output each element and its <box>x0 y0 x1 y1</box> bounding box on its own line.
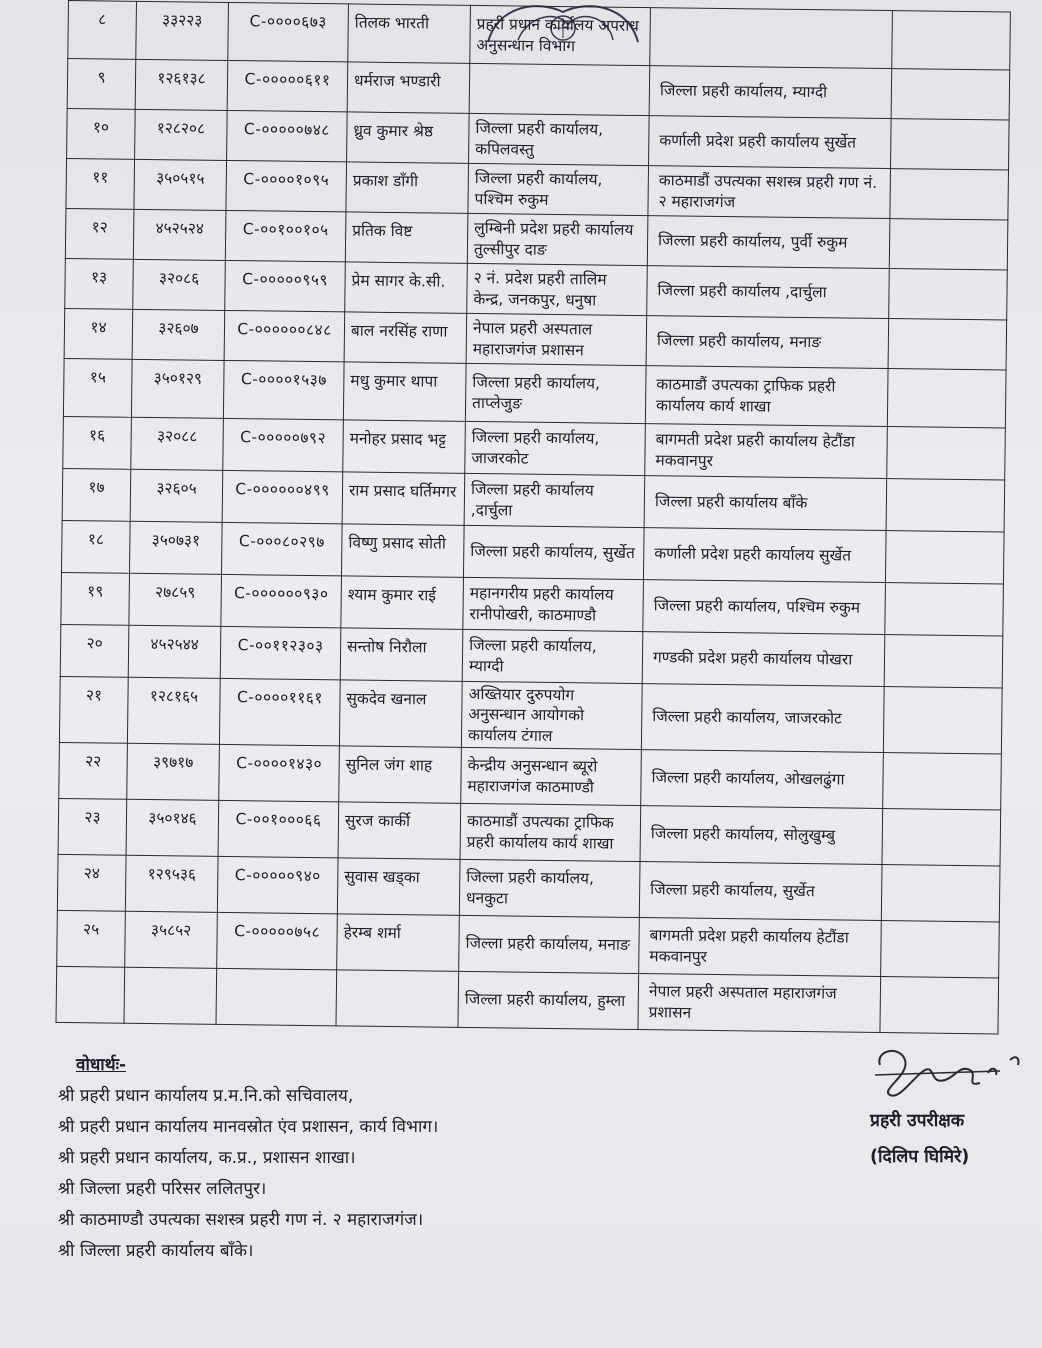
current-office-cell: जिल्ला प्रहरी कार्यालय, धनकुटा <box>459 859 640 917</box>
serial-number-cell: १७ <box>62 468 131 521</box>
police-number-cell: ३२०८६ <box>133 259 226 310</box>
serial-number-cell: १९ <box>61 572 130 625</box>
code-number-cell: C-०००००७५८ <box>217 912 338 969</box>
current-office-cell: केन्द्रीय अनुसन्धान ब्यूरो महाराजगंज काठमाण्डौ <box>461 747 642 805</box>
code-number-cell: C-००१००१०५ <box>225 210 346 261</box>
transfer-table <box>56 0 1011 1034</box>
serial-number-cell: २० <box>60 624 129 677</box>
police-number-cell: ३२६०५ <box>130 469 223 522</box>
code-number-cell: C-००००११६१ <box>219 678 340 745</box>
code-number-cell: C-००१०००६६ <box>218 800 339 857</box>
code-number-cell: C-०००००७९२ <box>223 418 344 471</box>
employee-name-cell <box>336 970 459 1027</box>
new-office-cell: जिल्ला प्रहरी कार्यालय, पुर्वी रुकुम <box>647 216 890 269</box>
serial-number-cell: २२ <box>59 742 128 799</box>
code-number-cell: C-०००००९४० <box>217 856 338 913</box>
code-number-cell <box>216 968 337 1025</box>
cc-item: श्री प्रहरी प्रधान कार्यालय, क.प्र., प्रशासन शाखा। <box>58 1148 356 1168</box>
cc-item: श्री जिल्ला प्रहरी परिसर ललितपुर। <box>58 1179 267 1199</box>
current-office-cell: जिल्ला प्रहरी कार्यालय, ताप्लेजुङ <box>465 363 646 423</box>
employee-name-cell: बाल नरसिंह राणा <box>344 312 467 363</box>
new-office-cell: कर्णाली प्रदेश प्रहरी कार्यालय सुर्खेत <box>649 116 892 169</box>
serial-number-cell: २५ <box>57 910 126 967</box>
serial-number-cell: १४ <box>64 308 133 359</box>
police-number-cell: ३२०८८ <box>131 417 224 470</box>
police-number-cell: १२८१६५ <box>127 677 220 744</box>
police-number-cell: ३५०७३१ <box>130 521 223 574</box>
code-number-cell: C-०००००९५९ <box>225 260 346 311</box>
current-office-cell: जिल्ला प्रहरी कार्यालय, सुर्खेत <box>463 525 644 579</box>
employee-name-cell: विष्णु प्रसाद सोती <box>341 524 464 577</box>
new-office-cell: जिल्ला प्रहरी कार्यालय, म्याग्दी <box>649 66 892 119</box>
police-number-cell: ३२६०७ <box>132 309 225 360</box>
current-office-cell: जिल्ला प्रहरी कार्यालय, म्याग्दी <box>462 629 643 683</box>
remarks-cell <box>886 479 1005 532</box>
police-number-cell: १२९५३६ <box>125 855 218 912</box>
remarks-cell <box>885 531 1004 584</box>
cc-item: श्री जिल्ला प्रहरी कार्यालय बाँके। <box>58 1241 254 1261</box>
code-number-cell: C-००००१५३७ <box>223 360 344 419</box>
employee-name-cell: प्रकाश डाँगी <box>346 162 469 213</box>
new-office-cell: जिल्ला प्रहरी कार्यालय, पश्चिम रुकुम <box>643 580 886 635</box>
serial-number-cell: ११ <box>66 158 135 209</box>
remarks-cell <box>891 119 1010 170</box>
code-number-cell: C-००००००८४८ <box>224 310 345 361</box>
serial-number-cell: १० <box>67 108 136 159</box>
employee-name-cell: सुनिल जंग शाह <box>339 746 462 803</box>
current-office-cell: महानगरीय प्रहरी कार्यालय रानीपोखरी, काठमाण्डौ <box>463 577 644 631</box>
signatory-designation: प्रहरी उपरीक्षक <box>870 1111 965 1131</box>
table-row <box>56 966 999 1034</box>
police-number-cell: ४५२५४४ <box>128 625 221 678</box>
new-office-cell: जिल्ला प्रहरी कार्यालय, सुर्खेत <box>639 862 882 921</box>
serial-number-cell: १२ <box>65 208 134 259</box>
new-office-cell <box>650 8 893 69</box>
code-number-cell: C-००००६७३ <box>228 2 349 61</box>
current-office-cell: प्रहरी प्रधान कार्यालय अपराध अनुसन्धान विभाग <box>470 5 651 65</box>
police-number-cell: १२८२०८ <box>135 109 228 160</box>
current-office-cell: जिल्ला प्रहरी कार्यालय, कपिलवस्तु <box>469 113 650 165</box>
employee-name-cell: सुरज कार्की <box>338 802 461 859</box>
police-number-cell: ४५२५२४ <box>133 209 226 260</box>
remarks-cell <box>887 427 1006 480</box>
serial-number-cell: २१ <box>59 676 128 743</box>
new-office-cell: गण्डकी प्रदेश प्रहरी कार्यालय पोखरा <box>642 632 885 687</box>
remarks-cell <box>889 269 1008 320</box>
current-office-cell: जिल्ला प्रहरी कार्यालय, जाजरकोट <box>465 421 646 475</box>
code-number-cell: C-००००००९३० <box>221 574 342 627</box>
code-number-cell: C-०००००७४८ <box>227 110 348 161</box>
code-number-cell: C-००००००४९९ <box>222 470 343 523</box>
police-number-cell: १२६१३८ <box>135 59 228 110</box>
new-office-cell: जिल्ला प्रहरी कार्यालय, जाजरकोट <box>641 684 884 753</box>
new-office-cell: बागमती प्रदेश प्रहरी कार्यालय हेटौंडा मकवानपुर <box>645 424 888 479</box>
cc-item: श्री प्रहरी प्रधान कार्यालय मानवस्रोत एंव प्रशासन, कार्य विभाग। <box>58 1117 439 1137</box>
code-number-cell: C-००००१०९५ <box>226 160 347 211</box>
table-row <box>59 676 1002 754</box>
remarks-cell <box>885 583 1004 636</box>
code-number-cell: C-०००८०२९७ <box>221 522 342 575</box>
police-number-cell: ३९७१७ <box>127 743 220 800</box>
new-office-cell: काठमाडौं उपत्यका ट्राफिक प्रहरी कार्यालय कार्य शाखा <box>645 366 888 427</box>
new-office-cell: जिल्ला प्रहरी कार्यालय, मनाङ <box>646 316 889 369</box>
employee-name-cell: मनोहर प्रसाद भट्ट <box>343 420 466 473</box>
cc-heading: वोधार्थः- <box>76 1055 127 1075</box>
serial-number-cell: २३ <box>58 798 127 855</box>
serial-number-cell: १६ <box>63 416 132 469</box>
current-office-cell: अख्तियार दुरुपयोग अनुसन्धान आयोगको कार्यालय टंगाल <box>461 681 642 749</box>
code-number-cell: C-००११२३०३ <box>220 626 341 679</box>
current-office-cell: जिल्ला प्रहरी कार्यालय, पश्चिम रुकुम <box>468 163 649 215</box>
remarks-cell <box>881 921 1000 978</box>
serial-number-cell: २४ <box>57 854 126 911</box>
remarks-cell <box>888 319 1007 370</box>
remarks-cell <box>883 753 1002 810</box>
new-office-cell: कर्णाली प्रदेश प्रहरी कार्यालय सुर्खेत <box>643 528 886 583</box>
remarks-cell <box>892 11 1011 70</box>
serial-number-cell: १५ <box>63 358 132 417</box>
new-office-cell: जिल्ला प्रहरी कार्यालय, सोलुखुम्बु <box>640 806 883 865</box>
police-number-cell <box>124 967 217 1024</box>
employee-name-cell: श्याम कुमार राई <box>341 576 464 629</box>
code-number-cell: C-००००१४३० <box>219 744 340 801</box>
employee-name-cell: हेरम्ब शर्मा <box>337 914 460 971</box>
police-number-cell: ३५०५१५ <box>134 159 227 210</box>
serial-number-cell: १८ <box>62 520 131 573</box>
police-number-cell: २७८५९ <box>129 573 222 626</box>
current-office-cell: जिल्ला प्रहरी कार्यालय, मनाङ <box>459 915 640 973</box>
cc-list <box>58 1052 578 1271</box>
current-office-cell: २ नं. प्रदेश प्रहरी तालिम केन्द्र, जनकपुर, धनुषा <box>467 263 648 315</box>
employee-name-cell: सुवास खड्का <box>337 858 460 915</box>
remarks-cell <box>883 687 1002 754</box>
employee-name-cell: तिलक भारती <box>348 4 471 63</box>
remarks-cell <box>889 219 1008 270</box>
employee-name-cell: प्रतिक विष्ट <box>345 212 468 263</box>
serial-number-cell: ८ <box>68 1 137 60</box>
new-office-cell: जिल्ला प्रहरी कार्यालय ,दार्चुला <box>647 266 890 319</box>
employee-name-cell: सुकदेव खनाल <box>339 680 462 747</box>
current-office-cell: नेपाल प्रहरी अस्पताल महाराजगंज प्रशासन <box>466 313 647 365</box>
signature-block <box>870 1045 1040 1168</box>
remarks-cell <box>887 369 1006 428</box>
remarks-cell <box>881 865 1000 922</box>
new-office-cell: काठमाडौं उपत्यका सशस्त्र प्रहरी गण नं. २ महाराजगंज <box>648 166 891 219</box>
current-office-cell: लुम्बिनी प्रदेश प्रहरी कार्यालय तुल्सीपुर दाङ <box>467 213 648 265</box>
new-office-cell: जिल्ला प्रहरी कार्यालय बाँके <box>644 476 887 531</box>
remarks-cell <box>890 169 1009 220</box>
cc-item: श्री प्रहरी प्रधान कार्यालय प्र.म.नि.को सचिवालय, <box>58 1086 354 1106</box>
code-number-cell: C-०००००६११ <box>227 60 348 111</box>
police-number-cell: ३५८५२ <box>125 911 218 968</box>
police-number-cell: ३५०१२९ <box>131 359 224 418</box>
employee-name-cell: मधु कुमार थापा <box>343 362 466 421</box>
new-office-cell: जिल्ला प्रहरी कार्यालय, ओखलढुंगा <box>641 750 884 809</box>
police-number-cell: ३५०१४६ <box>126 799 219 856</box>
serial-number-cell: ९ <box>67 59 136 110</box>
employee-name-cell: सन्तोष निरौला <box>340 628 463 681</box>
employee-name-cell: प्रेम सागर के.सी. <box>345 262 468 313</box>
current-office-cell: जिल्ला प्रहरी कार्यालय, हुम्ला <box>458 971 639 1029</box>
employee-name-cell: ध्रुव कुमार श्रेष्ठ <box>347 112 470 163</box>
employee-name-cell: धर्मराज भण्डारी <box>347 62 470 113</box>
serial-number-cell <box>56 966 125 1023</box>
serial-number-cell: १३ <box>65 258 134 309</box>
current-office-cell: काठमाडौं उपत्यका ट्राफिक प्रहरी कार्यालय कार्य शाखा <box>460 803 641 861</box>
signature-scribble-icon <box>870 1045 1030 1100</box>
remarks-cell <box>880 977 999 1034</box>
current-office-cell: जिल्ला प्रहरी कार्यालय ,दार्चुला <box>464 473 645 527</box>
remarks-cell <box>884 635 1003 688</box>
signatory-name: (दिलिप घिमिरे) <box>870 1147 970 1167</box>
cc-item: श्री काठमाण्डौ उपत्यका सशस्त्र प्रहरी गण नं. २ महाराजगंज। <box>58 1210 424 1230</box>
employee-name-cell: राम प्रसाद घर्तिमगर <box>342 472 465 525</box>
new-office-cell: नेपाल प्रहरी अस्पताल महाराजगंज प्रशासन <box>638 974 881 1033</box>
police-number-cell: ३३२२३ <box>136 1 229 60</box>
remarks-cell <box>882 809 1001 866</box>
remarks-cell <box>891 69 1010 120</box>
new-office-cell: बागमती प्रदेश प्रहरी कार्यालय हेटौंडा मकवानपुर <box>639 918 882 977</box>
current-office-cell <box>469 63 650 115</box>
